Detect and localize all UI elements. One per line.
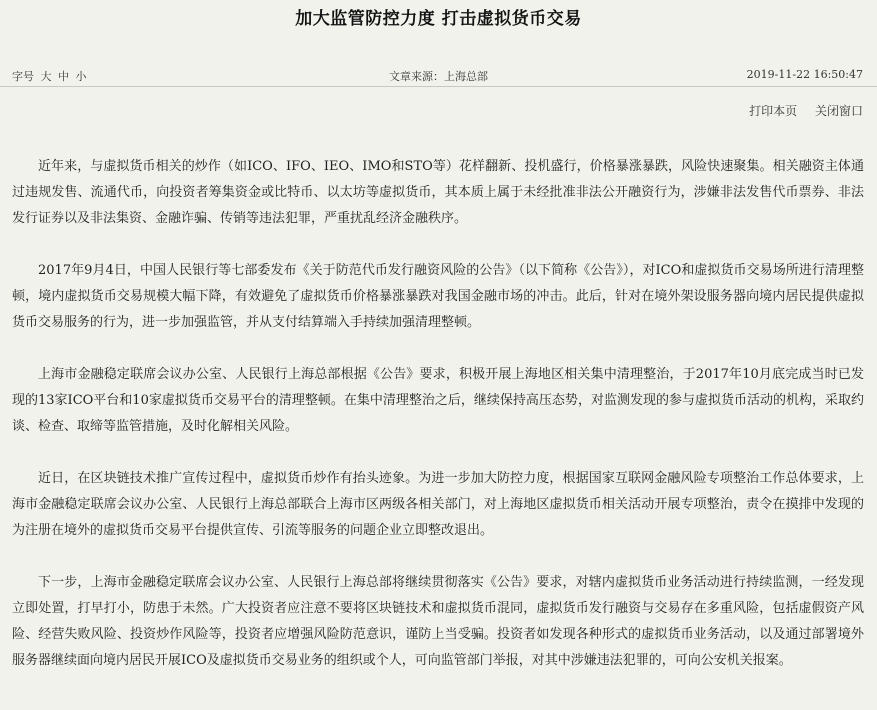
font-size-small-link[interactable]: 小 — [75, 70, 87, 83]
article-paragraph: 下一步，上海市金融稳定联席会议办公室、人民银行上海总部将继续贯彻落实《公告》要求，对辖内虚拟货币业务活动进行持续监测，一经发现立即处置，打早打小，防患于未然。广大投资者应注意不要将区块链技术和虚拟货币混同，虚拟货币发行融资与交易存在多重风险，包括虚假资产风险、经营失败风险、投资炒作风险等，投资者应增强风险防范意识，谨防上当受骗。投资者如发现各种形式的虚拟货币业务活动，以及通过部署境外服务器继续面向境内居民开展ICO及虚拟货币交易业务的组织或个人，可向监管部门举报，对其中涉嫌违法犯罪的，可向公安机关报案。 — [12, 575, 864, 668]
print-page-link[interactable]: 打印本页 — [749, 104, 798, 118]
article-paragraph: 2017年9月4日，中国人民银行等七部委发布《关于防范代币发行融资风险的公告》（以下简称《公告》），对ICO和虚拟货币交易场所进行清理整顿，境内虚拟货币交易规模大幅下降，有效避免了虚拟货币价格暴涨暴跌对我国金融市场的冲击。此后，针对在境外架设服务器向境内居民提供虚拟货币交易服务的行为，进一步加强监管，并从支付结算端入手持续加强清理整顿。 — [12, 263, 864, 330]
page-actions — [735, 102, 863, 119]
font-size-medium-link[interactable]: 中 — [58, 70, 69, 83]
font-size-label: 字号 — [12, 70, 34, 83]
header-divider — [0, 86, 877, 87]
publish-datetime: 2019-11-22 16:50:47 — [746, 68, 863, 81]
article-body — [12, 154, 864, 674]
article-paragraph: 上海市金融稳定联席会议办公室、人民银行上海总部根据《公告》要求，积极开展上海地区相关集中清理整治，于2017年10月底完成当时已发现的13家ICO平台和10家虚拟货币交易平台的清理整顿。在集中清理整治之后，继续保持高压态势，对监测发现的参与虚拟货币活动的机构，采取约谈、检查、取缔等监管措施，及时化解相关风险。 — [12, 367, 864, 434]
font-size-large-link[interactable]: 大 — [40, 70, 52, 83]
article-source: 文章来源：上海总部 — [389, 70, 488, 83]
article-paragraph: 近年来，与虚拟货币相关的炒作（如ICO、IFO、IEO、IMO和STO等）花样翻新、投机盛行，价格暴涨暴跌，风险快速聚集。相关融资主体通过违规发售、流通代币，向投资者筹集资金或比特币、以太坊等虚拟货币，其本质上属于未经批准非法公开融资行为，涉嫌非法发售代币票券、非法发行证券以及非法集资、金融诈骗、传销等违法犯罪，严重扰乱经济金融秩序。 — [12, 159, 864, 226]
article-paragraph: 近日，在区块链技术推广宣传过程中，虚拟货币炒作有抬头迹象。为进一步加大防控力度，根据国家互联网金融风险专项整治工作总体要求，上海市金融稳定联席会议办公室、人民银行上海总部联合上海市区两级各相关部门，对上海地区虚拟货币相关活动开展专项整治，责令在摸排中发现的为注册在境外的虚拟货币交易平台提供宣传、引流等服务的问题企业立即整改退出。 — [12, 471, 864, 538]
meta-bar — [0, 64, 877, 86]
page-title: 加大监管防控力度 打击虚拟货币交易 — [295, 9, 582, 29]
close-window-link[interactable]: 关闭窗口 — [814, 104, 863, 118]
